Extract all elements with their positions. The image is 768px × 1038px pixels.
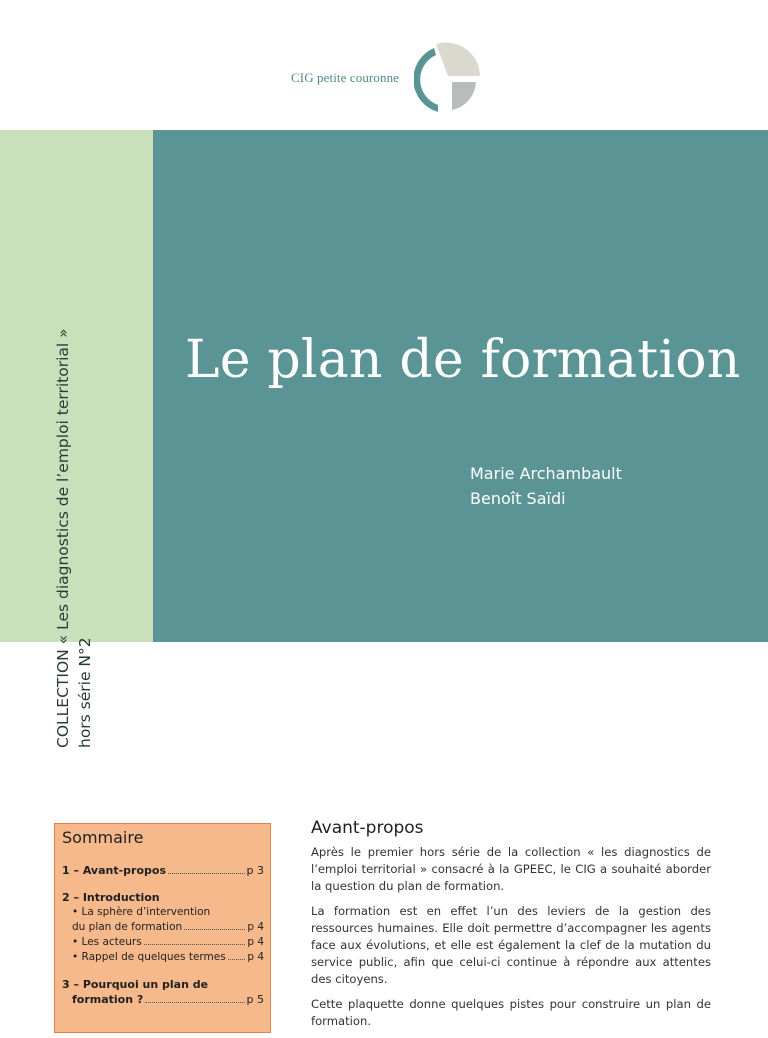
toc-entry-label: • Les acteurs bbox=[72, 936, 142, 948]
toc-leader bbox=[228, 959, 246, 960]
toc-page: p 3 bbox=[246, 864, 264, 877]
toc-entry-avant-propos[interactable] bbox=[62, 863, 264, 878]
avant-propos-paragraph-2: La formation est en effet l’un des leviers de la gestion des ressources humaines. Elle doit permettre d’accompagner les agents face aux évolutions, et elle est également la clef de la mutation du service public, afin que celui-ci continue à répondre aux attentes des citoyens. bbox=[311, 904, 711, 986]
toc-entry-label: du plan de formation bbox=[72, 921, 183, 933]
toc-leader bbox=[145, 1002, 244, 1003]
toc-subentry-sphere-line1: • La sphère d’intervention bbox=[72, 906, 211, 918]
author-2: Benoît Saïdi bbox=[470, 489, 566, 508]
org-name: CIG petite couronne bbox=[291, 70, 400, 85]
toc-entry-label: formation ? bbox=[72, 993, 144, 1006]
toc-subentry-termes[interactable] bbox=[62, 950, 264, 965]
toc-entry-label: 3 – Pourquoi un plan de bbox=[62, 978, 209, 991]
toc-entry-pourquoi[interactable] bbox=[62, 977, 264, 992]
toc-leader bbox=[144, 944, 246, 945]
collection-label bbox=[52, 328, 96, 748]
avant-propos-paragraph-1: Après le premier hors série de la collection « les diagnostics de l’emploi territorial » consacré à la GPEEC, le CIG a souhaité aborder la question du plan de formation. bbox=[311, 845, 711, 893]
author-1: Marie Archambault bbox=[470, 464, 622, 483]
avant-propos-paragraph-3: Cette plaquette donne quelques pistes pour construire un plan de formation. bbox=[311, 997, 711, 1028]
collection-band bbox=[0, 130, 153, 748]
toc-entry-label: • Rappel de quelques termes bbox=[72, 951, 226, 963]
toc-leader bbox=[168, 873, 244, 874]
toc-entry-introduction[interactable] bbox=[62, 890, 264, 905]
toc-entry-label: 2 – Introduction bbox=[62, 891, 160, 904]
table-of-contents bbox=[54, 823, 271, 1033]
toc-entry-label: 1 – Avant-propos bbox=[62, 864, 167, 877]
cig-logo-icon bbox=[414, 42, 482, 114]
toc-subentry-sphere[interactable] bbox=[62, 920, 264, 935]
avant-propos-heading: Avant-propos bbox=[311, 818, 424, 838]
collection-line-1: COLLECTION « Les diagnostics de l’emploi territorial » bbox=[54, 328, 72, 748]
toc-page: p 5 bbox=[246, 993, 264, 1006]
toc-page: p 4 bbox=[247, 936, 264, 948]
toc-subentry-acteurs[interactable] bbox=[62, 935, 264, 950]
toc-heading: Sommaire bbox=[62, 828, 144, 847]
toc-entry-pourquoi-line2[interactable] bbox=[62, 992, 264, 1007]
collection-line-2: hors série N°2 bbox=[76, 637, 94, 748]
avant-propos-section bbox=[311, 818, 711, 1038]
toc-page: p 4 bbox=[247, 921, 264, 933]
cover-hero bbox=[153, 130, 768, 642]
cover-title: Le plan de formation bbox=[185, 330, 741, 390]
toc-leader bbox=[184, 929, 245, 930]
authors bbox=[470, 461, 622, 511]
toc-page: p 4 bbox=[247, 951, 264, 963]
